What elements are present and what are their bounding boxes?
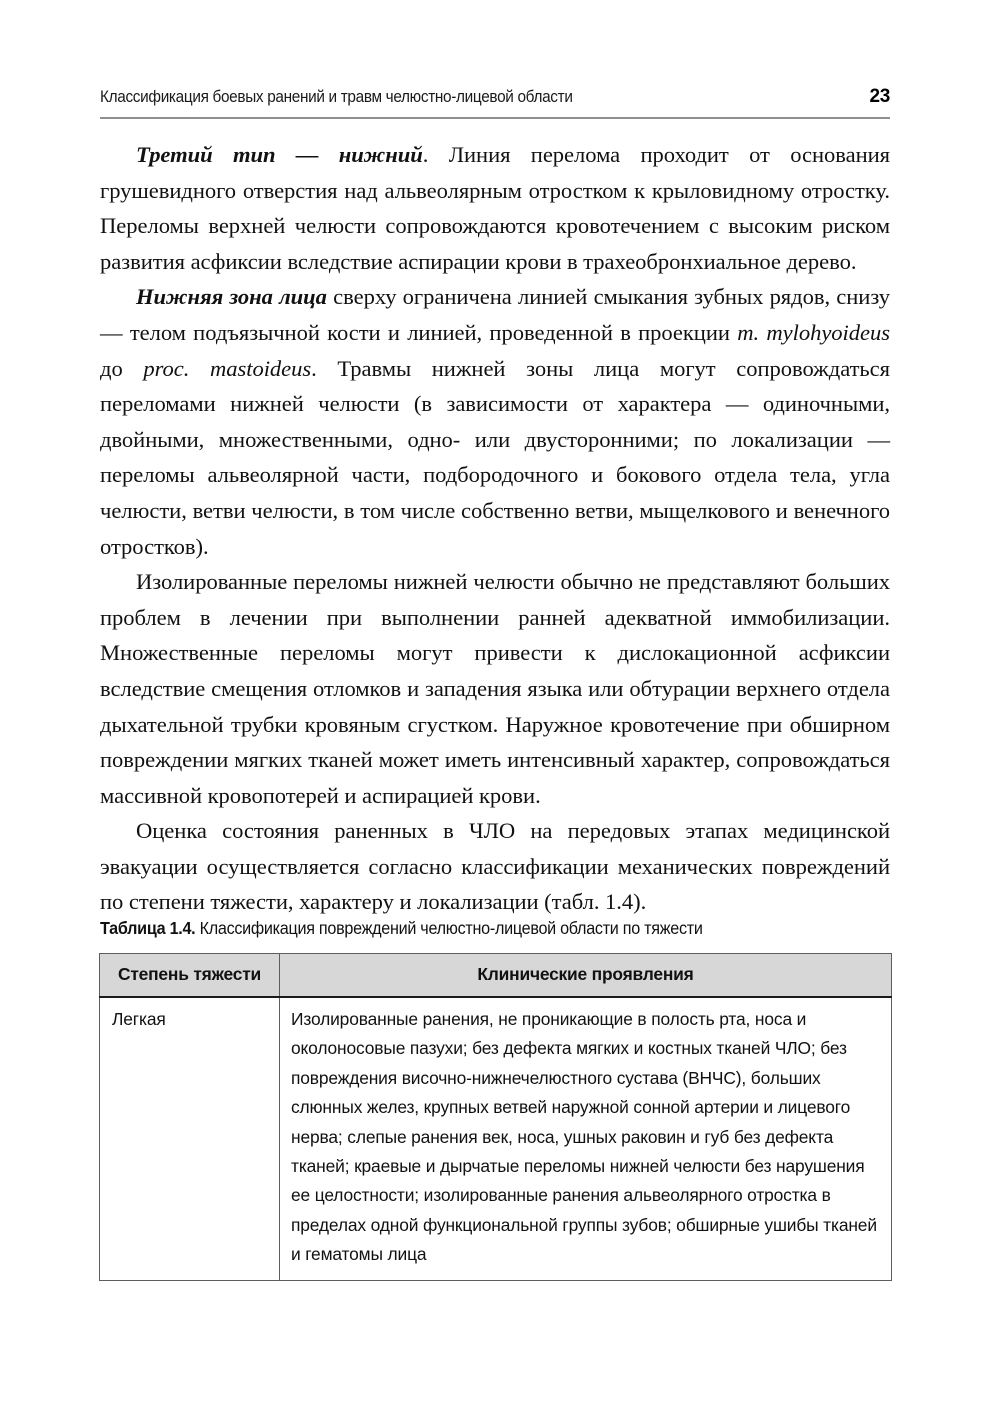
paragraph-assessment-evacuation: Оценка состояния раненных в ЧЛО на передовых этапах медицинской эвакуации осуществляется согласно классификации механических повреждений по степени тяжести, характеру и локализации (табл. 1.4). bbox=[100, 818, 890, 915]
paragraph-third-type-text: . Линия перелома проходит от основания грушевидного отверстия над альвеолярным отростком к крыловидному отростку. Переломы верхней челюсти сопровождаются кровотечением с высоким риском развития асфиксии вследствие аспирации крови в трахеобронхиальное дерево. bbox=[100, 142, 890, 274]
column-header-manifestations: Клинические проявления bbox=[280, 954, 892, 998]
cell-severity-mild: Легкая bbox=[100, 997, 280, 1280]
paragraph-lower-zone-text-before-latin: сверху ограничена линией смыкания зубных рядов, снизу — телом подъязычной кости и линией, проведенной в проекции bbox=[100, 284, 890, 345]
table-caption bbox=[100, 918, 852, 939]
latin-term-mylohyoideus: m. mylohyoideus bbox=[737, 319, 890, 345]
running-head-title: Классификация боевых ранений и травм челюстно-лицевой области bbox=[100, 88, 573, 106]
lead-term-third-type: Третий тип — нижний bbox=[136, 142, 423, 167]
column-header-severity: Степень тяжести bbox=[100, 954, 280, 998]
body-text-column bbox=[100, 137, 890, 920]
table-caption-text: Классификация повреждений челюстно-лицевой области по тяжести bbox=[195, 918, 703, 938]
header-rule-divider bbox=[100, 117, 890, 119]
paragraph-lower-zone-text-mid: до bbox=[100, 355, 144, 381]
page-number: 23 bbox=[869, 86, 890, 107]
paragraph-isolated-fractures: Изолированные переломы нижней челюсти обычно не представляют больших проблем в лечении при выполнении ранней адекватной иммобилизации. Множественные переломы могут привести к дислокационной асфиксии вследствие смещения отломков и западения языка или обтурации верхнего отдела дыхательной трубки кровяным сгустком. Наружное кровотечение при обширном повреждении мягких тканей может иметь интенсивный характер, сопровождаться массивной кровопотерей и аспирацией крови. bbox=[100, 569, 890, 808]
latin-term-mastoideus: proc. mastoideus bbox=[143, 355, 312, 381]
table-header-row bbox=[100, 954, 892, 998]
table-caption-number: Таблица 1.4. bbox=[100, 918, 196, 938]
table-body bbox=[100, 997, 892, 1280]
paragraph-lower-facial-zone bbox=[100, 279, 890, 564]
lead-term-lower-facial-zone: Нижняя зона лица bbox=[136, 284, 327, 310]
table-row bbox=[100, 997, 892, 1280]
paragraph-third-type bbox=[100, 137, 890, 279]
table-header bbox=[100, 954, 892, 998]
running-head bbox=[100, 86, 890, 108]
cell-manifestations-mild: Изолированные ранения, не проникающие в полость рта, носа и околоносовые пазухи; без дефекта мягких и костных тканей ЧЛО; без повреждения височно-нижнечелюстного сустава (ВНЧС), больших слюнных желез, крупных ветвей наружной сонной артерии и лицевого нерва; слепые ранения век, носа, ушных раковин и губ без дефекта тканей; краевые и дырчатые переломы нижней челюсти без нарушения ее целостности; изолированные ранения альвеолярного отростка в пределах одной функциональной группы зубов; обширные ушибы тканей и гематомы лица bbox=[280, 997, 892, 1280]
table-wrapper bbox=[99, 953, 891, 1281]
paragraph-lower-zone-text-after-latin: . Травмы нижней зоны лица могут сопровождаться переломами нижней челюсти (в зависимости от характера — одиночными, двойными, множественными, одно- или двусторонними; по локализации — переломы альвеолярной части, подбородочного и бокового отдела тела, угла челюсти, ветви челюсти, в том числе собственно ветви, мыщелкового и венечного отростков). bbox=[100, 355, 890, 559]
severity-classification-table bbox=[99, 953, 892, 1281]
